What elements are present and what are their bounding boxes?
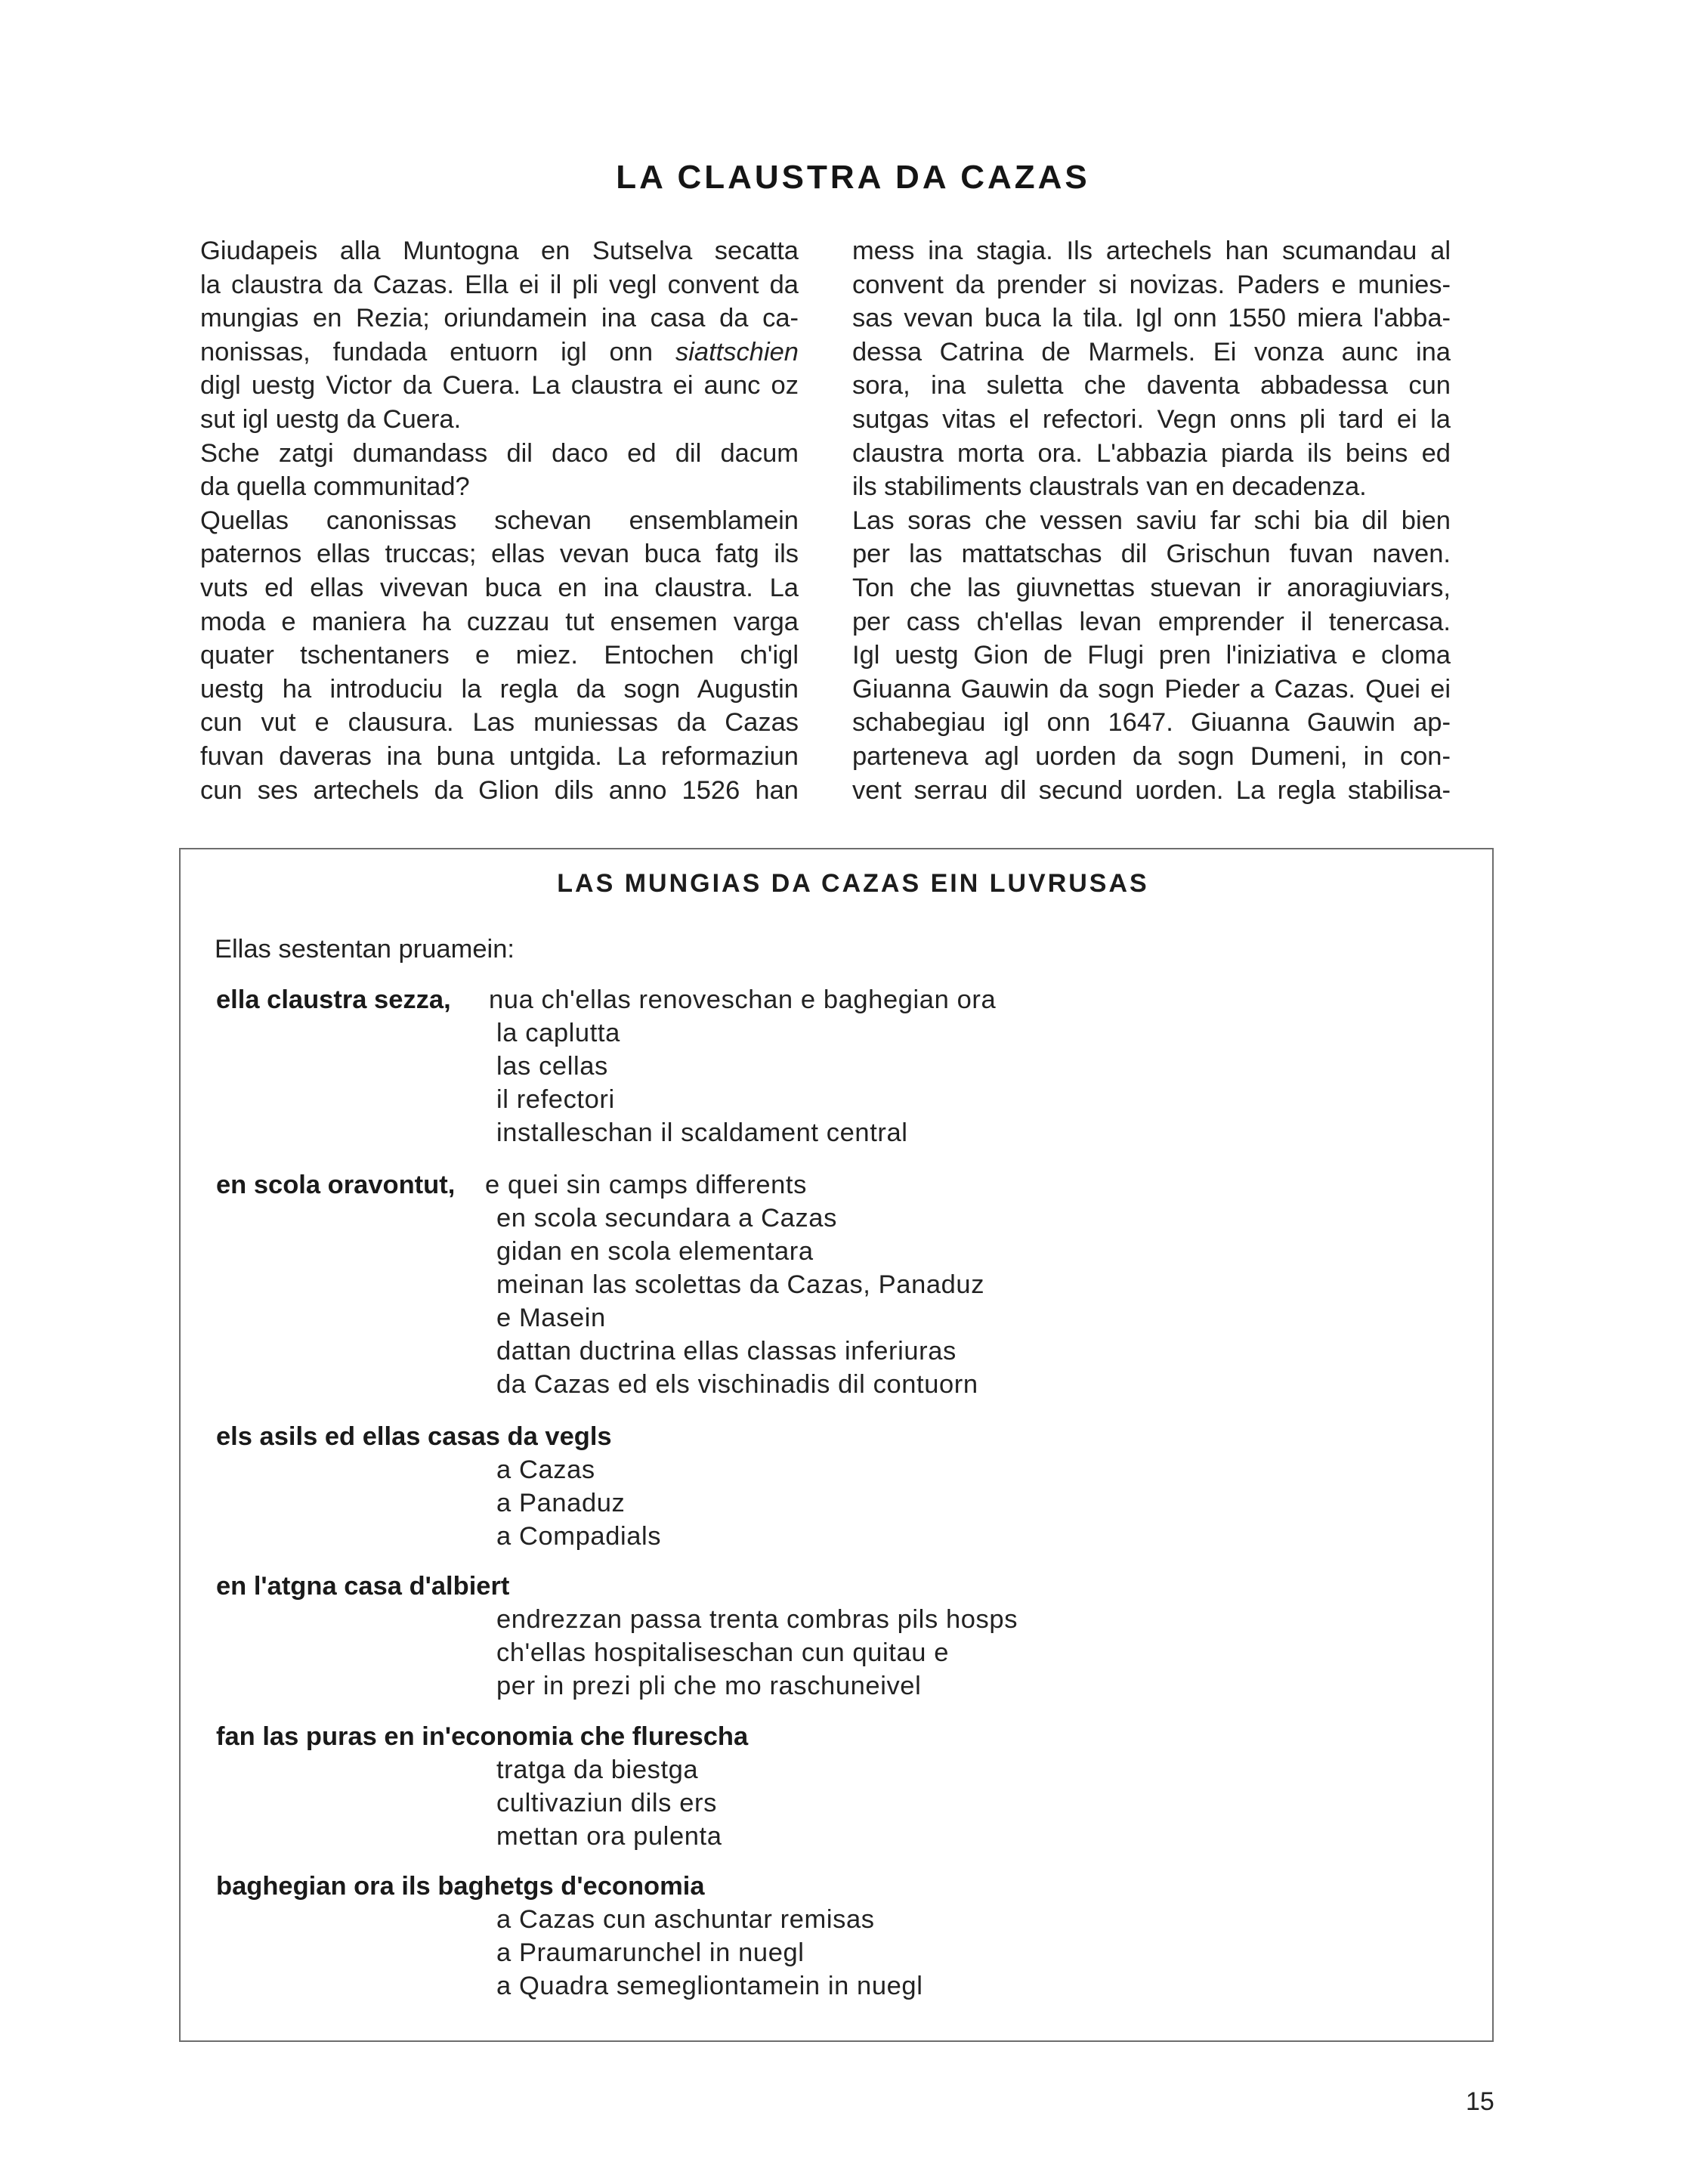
text-line: paternos ellas truccas; ellas vevan buca fatg ils [200,540,799,569]
text-line: Las soras che vessen saviu far schi bia dil bien [852,506,1451,535]
text-line: uestg ha introduciu la regla da sogn Augustin [200,674,799,704]
list-item: a Cazas cun aschuntar remisas [496,1905,875,1934]
text-line: nonissas, fundada entuorn igl onn siattschien [200,337,799,367]
section-heading: els asils ed ellas casas da vegls [216,1422,612,1451]
section-heading: en l'atgna casa d'albiert [216,1572,510,1601]
list-item: ch'ellas hospitaliseschan cun quitau e [496,1638,950,1667]
text-line: mess ina stagia. Ils artechels han scumandau al [852,237,1451,265]
text-line: sutgas vitas el refectori. Vegn onns pli tard ei la [852,404,1451,434]
page-title: LA CLAUSTRA DA CAZAS [616,159,1090,196]
list-item: a Cazas [496,1455,595,1484]
italic-term: siattschien [675,337,799,367]
list-item: la caplutta [496,1019,620,1047]
list-item: il refectori [496,1085,615,1114]
text-line: fuvan daveras ina buna untgida. La reformaziun [200,741,799,771]
list-item: a Panaduz [496,1489,626,1517]
text-line: cun ses artechels da Glion dils anno 1526 han [200,775,799,805]
text-line: sora, ina suletta che daventa abbadessa cun [852,371,1451,401]
box-intro: Ellas sestentan pruamein: [215,935,515,964]
text-line: claustra morta ora. L'abbazia piarda ils beins ed [852,438,1451,468]
list-item: las cellas [496,1052,608,1081]
list-item: installeschan il scaldament central [496,1118,908,1147]
list-item: dattan ductrina ellas classas inferiuras [496,1337,957,1366]
text-line: ils stabiliments claustrals van en decadenza. [852,472,1367,502]
text-line: digl uestg Victor da Cuera. La claustra ei aunc oz [200,371,799,401]
text-line: Quellas canonissas schevan ensemblamein [200,506,799,535]
list-item: a Quadra semegliontamein in nuegl [496,1972,923,2000]
text-line: mungias en Rezia; oriundamein ina casa da ca- [200,304,799,333]
text-line: moda e maniera ha cuzzau tut ensemen varga [200,607,799,636]
section-first-line: nua ch'ellas renoveschan e baghegian ora [489,985,997,1014]
text-line: sas vevan buca la tila. Igl onn 1550 miera l'abba- [852,304,1451,333]
text-line: la claustra da Cazas. Ella ei il pli vegl convent da [200,270,799,299]
page-number: 15 [1466,2087,1494,2116]
text-line: schabegiau igl onn 1647. Giuanna Gauwin ap- [852,708,1451,738]
list-item: endrezzan passa trenta combras pils hosps [496,1605,1018,1634]
list-item: a Compadials [496,1522,662,1551]
text-line: Sche zatgi dumandass dil daco ed dil dacum [200,438,799,468]
text-line: vent serrau dil secund uorden. La regla stabilisa- [852,775,1451,805]
list-item: per in prezi pli che mo raschuneivel [496,1672,922,1700]
text-line: Igl uestg Gion de Flugi pren l'iniziativa e cloma [852,641,1451,670]
text-line: vuts ed ellas vivevan buca en ina claustra. La [200,573,799,602]
list-item: e Masein [496,1304,606,1332]
text-line: per las mattatschas dil Grischun fuvan naven. [852,540,1451,569]
section-heading: ella claustra sezza, [216,985,451,1014]
section-heading: fan las puras en in'economia che flurescha [216,1722,749,1751]
text-line: parteneva agl uorden da sogn Dumeni, in con- [852,741,1451,771]
list-item: cultivaziun dils ers [496,1789,717,1817]
list-item: mettan ora pulenta [496,1822,722,1851]
section-heading: en scola oravontut, [216,1171,456,1199]
list-item: da Cazas ed els vischinadis dil contuorn [496,1370,978,1399]
left-text-column [200,234,799,807]
text-line: da quella communitad? [200,472,470,502]
list-item: tratga da biestga [496,1756,699,1784]
text-line: dessa Catrina de Marmels. Ei vonza aunc ina [852,337,1451,367]
list-item: a Praumarunchel in nuegl [496,1938,805,1967]
text-line: per cass ch'ellas levan emprender il tenercasa. [852,607,1451,636]
text-line: quater tschentaners e miez. Entochen ch'igl [200,641,799,670]
list-item: gidan en scola elementara [496,1237,814,1266]
text-line: sut igl uestg da Cuera. [200,404,462,434]
section-heading: baghegian ora ils baghetgs d'economia [216,1872,705,1901]
text-line: Giuanna Gauwin da sogn Pieder a Cazas. Quei ei [852,674,1451,704]
box-title: LAS MUNGIAS DA CAZAS EIN LUVRUSAS [557,869,1149,898]
text-line: Giudapeis alla Muntogna en Sutselva secatta [200,237,799,265]
section-first-line: e quei sin camps differents [485,1171,807,1199]
right-text-column [852,234,1451,807]
list-item: en scola secundara a Cazas [496,1204,837,1233]
list-item: meinan las scolettas da Cazas, Panaduz [496,1270,985,1299]
text-line: convent da prender si novizas. Paders e munies- [852,270,1451,299]
text-line: Ton che las giuvnettas stuevan ir anoragiuviars, [852,573,1451,602]
text-line: cun vut e clausura. Las muniessas da Cazas [200,708,799,738]
